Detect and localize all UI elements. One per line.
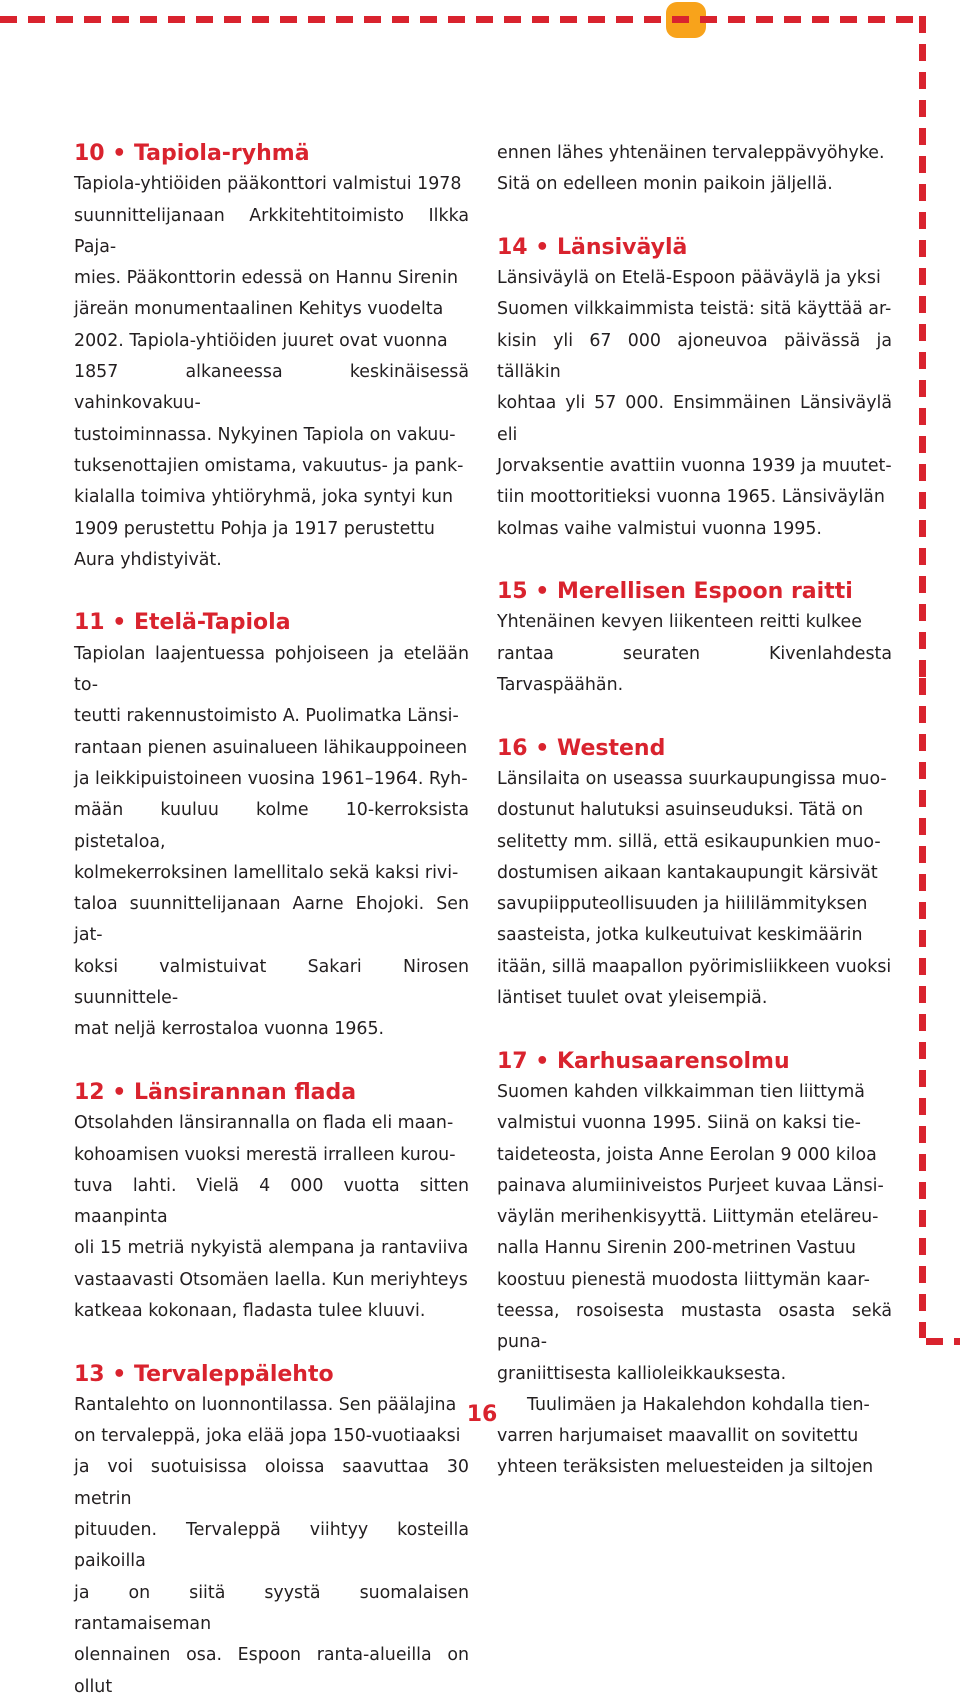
body-text-line: taideteosta, joista Anne Eerolan 9 000 kiloa (497, 1144, 877, 1165)
section-heading: 14 • Länsiväylä (497, 234, 688, 260)
continued-text-line: ennen lähes yhtenäinen tervaleppävyöhyke. (497, 143, 885, 163)
body-text-line: Suomen vilkkaimmista teistä: sitä käyttää ar- (497, 299, 892, 320)
body-text-line: rantaan pienen asuinalueen lähikauppoineen (74, 737, 468, 758)
body-text-line: katkeaa kokonaan, fladasta tulee kluuvi. (74, 1300, 426, 1321)
paragraph-gap (74, 1327, 469, 1358)
body-text-line: tuksenottajien omistama, vakuutus- ja pank- (74, 455, 464, 476)
body-text-line: järeän monumentaalinen Kehitys vuodelta (74, 299, 444, 320)
body-text-line: läntiset tuulet ovat yleisempiä. (497, 988, 768, 1009)
section-heading: 15 • Merellisen Espoon raitti (497, 579, 853, 605)
body-text-line: koksi valmistuivat Sakari Nirosen suunnittele- (74, 956, 469, 1009)
body-text-line: mään kuuluu kolme 10-kerroksista pistetaloa, (74, 800, 469, 852)
section-16-westend (497, 733, 892, 1015)
section-13-tervaleppalehto (74, 1359, 469, 1703)
continued-text-line: Sitä on edelleen monin paikoin jäljellä. (497, 174, 833, 195)
body-text-line: teutti rakennustoimisto A. Puolimatka Länsi- (74, 706, 459, 727)
right-dashed-border (919, 16, 926, 678)
body-text-line: valmistui vuonna 1995. Siinä on kaksi tie- (497, 1113, 861, 1134)
body-text-line: kolmas vaihe valmistui vuonna 1995. (497, 518, 822, 539)
section-heading: 13 • Tervaleppälehto (74, 1361, 334, 1387)
paragraph-gap (74, 1046, 469, 1077)
body-text-line: on tervaleppä, joka elää jopa 150-vuotiaaksi (74, 1426, 461, 1447)
body-text-line: Aura yhdistyivät. (74, 549, 222, 570)
body-text-line: itään, sillä maapallon pyörimisliikkeen vuoksi (497, 956, 892, 977)
body-text-line: kisin yli 67 000 ajoneuvoa päivässä ja tälläkin (497, 330, 892, 383)
body-text-line: ja leikkipuistoineen vuosina 1961–1964. Ryh- (74, 768, 468, 789)
body-text-line: ja voi suotuisissa oloissa saavuttaa 30 metrin (74, 1457, 469, 1509)
body-text-line: painava alumiiniveistos Purjeet kuvaa Länsi- (497, 1175, 884, 1196)
body-text-line: selitetty mm. sillä, että esikaupunkien muo- (497, 831, 881, 852)
body-text-line: dostunut halutuksi asuinseuduksi. Tätä on (497, 800, 864, 821)
body-text-line: olennainen osa. Espoon ranta-alueilla on ollut (74, 1645, 469, 1697)
body-text-line: saasteista, jotka kulkeutuivat keskimäärin (497, 925, 863, 946)
left-column (74, 138, 469, 1703)
body-text-line: 2002. Tapiola-yhtiöiden juuret ovat vuonna (74, 330, 448, 351)
body-text-line: väylän merihenkisyyttä. Liittymän eteläreu- (497, 1207, 879, 1228)
body-text-line: 1909 perustettu Pohja ja 1917 perustettu (74, 518, 435, 539)
section-10-tapiola-ryhma (74, 138, 469, 576)
body-text-line: kialalla toimiva yhtiöryhmä, joka syntyi kun (74, 487, 454, 508)
right-column (497, 138, 892, 1484)
body-text-line: oli 15 metriä nykyistä alempana ja rantaviiva (74, 1238, 469, 1259)
page-number: 16 (466, 1402, 498, 1427)
section-14-lansivayla (497, 232, 892, 545)
right-dashed-border-lower (919, 678, 926, 1338)
body-text-line: tuva lahti. Vielä 4 000 vuotta sitten maanpinta (74, 1175, 469, 1228)
body-text-line: vastaavasti Otsomäen laella. Kun meriyhteys (74, 1269, 468, 1290)
body-text-line: Yhtenäinen kevyen liikenteen reitti kulkee (497, 612, 862, 633)
body-text-line: Tapiola-yhtiöiden pääkonttori valmistui 1978 (74, 174, 462, 195)
paragraph-gap (497, 1014, 892, 1045)
top-dashed-border (0, 16, 924, 23)
body-text-line: graniittisesta kallioleikkauksesta. (497, 1363, 787, 1384)
body-text-line: mat neljä kerrostaloa vuonna 1965. (74, 1019, 385, 1040)
body-text-line: Suomen kahden vilkkaimman tien liittymä (497, 1081, 865, 1102)
bottom-dashed-border (926, 1338, 960, 1345)
body-text-line: ja on siitä syystä suomalaisen rantamaiseman (74, 1582, 469, 1634)
section-12-lansirannan-flada (74, 1077, 469, 1327)
paragraph-gap (497, 545, 892, 576)
body-text-line: taloa suunnittelijanaan Aarne Ehojoki. Sen jat- (74, 894, 469, 946)
body-text-line: kohoamisen vuoksi merestä irralleen kurou- (74, 1144, 456, 1165)
section-17-karhusaarensolmu (497, 1046, 892, 1484)
body-text-line: tustoiminnassa. Nykyinen Tapiola on vakuu- (74, 424, 456, 445)
body-text-line: 1857 alkaneessa keskinäisessä vahinkovakuu- (74, 362, 469, 414)
section-heading: 17 • Karhusaarensolmu (497, 1048, 790, 1074)
body-text-line: koostuu pienestä muodosta liittymän kaar- (497, 1269, 870, 1290)
paragraph-gap (74, 576, 469, 607)
body-text-line: kohtaa yli 57 000. Ensimmäinen Länsiväylä eli (497, 393, 892, 445)
section-11-etela-tapiola (74, 607, 469, 1045)
section-15-merellisen-espoon-raitti (497, 576, 892, 701)
paragraph-gap (497, 201, 892, 232)
body-text-line: nalla Hannu Sirenin 200-metrinen Vastuu (497, 1238, 856, 1259)
paragraph-gap (497, 701, 892, 732)
body-text-line: dostumisen aikaan kantakaupungit kärsivät (497, 862, 878, 883)
body-text-line: tiin moottoritieksi vuonna 1965. Länsiväylän (497, 487, 885, 508)
body-text-line: rantaa seuraten Kivenlahdesta Tarvaspäähän. (497, 643, 892, 696)
section-heading: 16 • Westend (497, 735, 666, 761)
section-heading: 11 • Etelä-Tapiola (74, 610, 291, 636)
body-text-line: Tuulimäen ja Hakalehdon kohdalla tien- (527, 1394, 870, 1415)
body-text-line: teessa, rosoisesta mustasta osasta sekä puna- (497, 1300, 892, 1353)
body-text-line: kolmekerroksinen lamellitalo sekä kaksi rivi- (74, 862, 459, 883)
body-text-line: Länsiväylä on Etelä-Espoon pääväylä ja yksi (497, 268, 881, 289)
body-text-line: Otsolahden länsirannalla on flada eli maan- (74, 1113, 454, 1134)
body-text-line: varren harjumaiset maavallit on sovitettu (497, 1426, 859, 1447)
body-text-line: savupiipputeollisuuden ja hiililämmityksen (497, 894, 868, 915)
section-heading: 10 • Tapiola-ryhmä (74, 141, 310, 166)
body-text-line: Länsilaita on useassa suurkaupungissa muo- (497, 768, 887, 789)
section-heading: 12 • Länsirannan flada (74, 1079, 357, 1105)
body-text-line: suunnittelijanaan Arkkitehtitoimisto Ilkka Paja- (74, 205, 469, 257)
body-text-line: Jorvaksentie avattiin vuonna 1939 ja muutet- (497, 455, 892, 476)
body-text-line: Rantalehto on luonnontilassa. Sen päälajina (74, 1394, 457, 1415)
body-text-line: pituuden. Tervaleppä viihtyy kosteilla paikoilla (74, 1520, 469, 1572)
body-text-line: mies. Pääkonttorin edessä on Hannu Sirenin (74, 268, 459, 289)
body-text-line: Tapiolan laajentuessa pohjoiseen ja etelään to- (74, 643, 469, 696)
body-text-line: yhteen teräksisten meluesteiden ja siltojen (497, 1457, 874, 1478)
